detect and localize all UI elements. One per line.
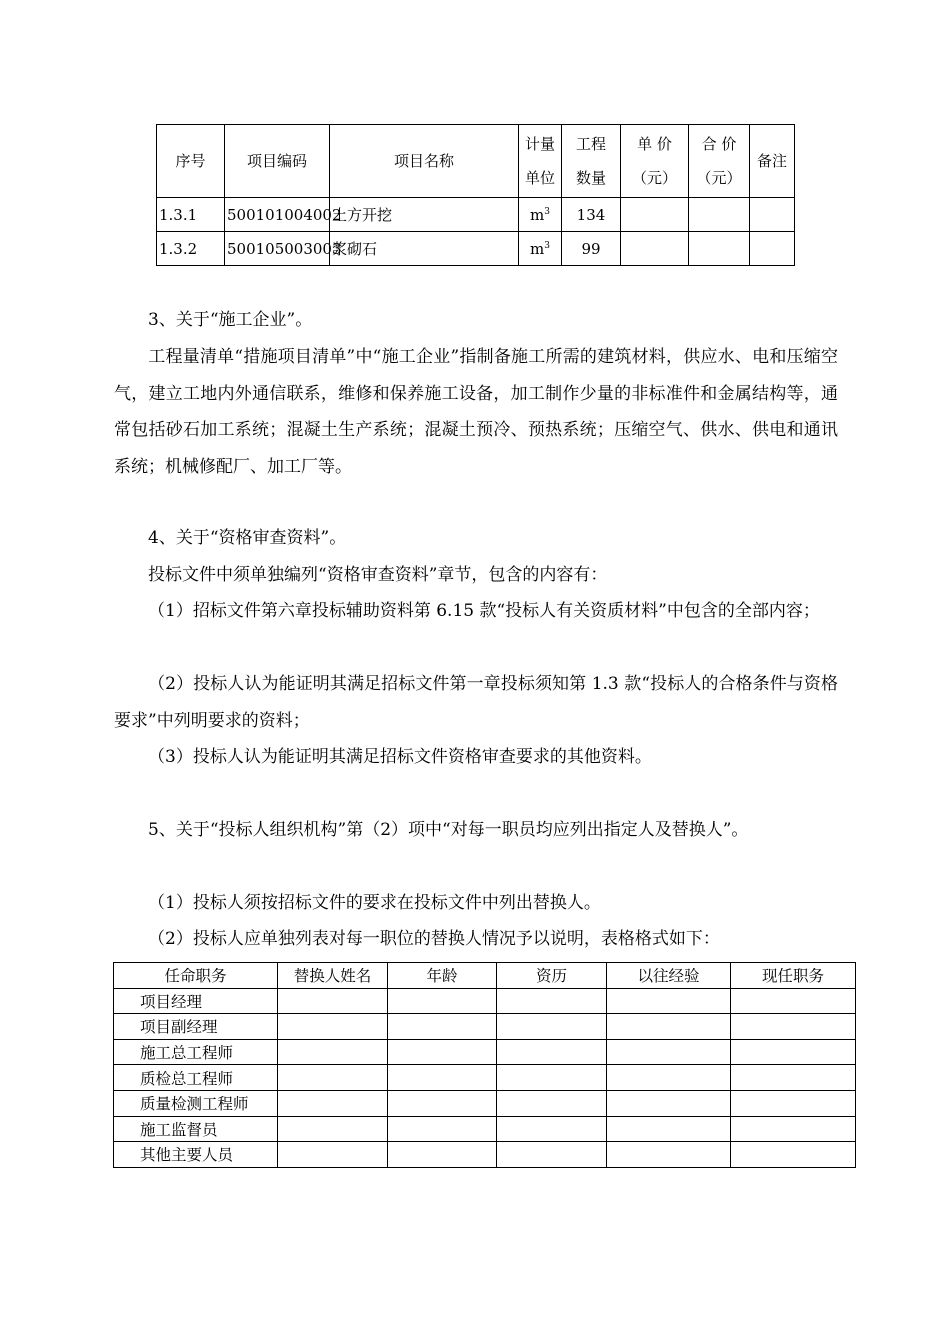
table-row bbox=[114, 1014, 856, 1040]
section4-intro bbox=[114, 557, 838, 594]
cell-code: 500105003003 bbox=[225, 232, 330, 266]
cell-total bbox=[689, 198, 750, 232]
replacement-personnel-table bbox=[113, 962, 856, 1168]
section5-heading bbox=[114, 812, 838, 849]
section3-body bbox=[114, 339, 838, 485]
section4-heading-text: 4、关于“资格审查资料”。 bbox=[148, 528, 347, 548]
qualification-cell bbox=[497, 1039, 607, 1065]
experience-cell bbox=[607, 1116, 731, 1142]
cell-price bbox=[621, 232, 689, 266]
header-total-line1: 合 价 bbox=[701, 135, 737, 153]
current-position-cell bbox=[731, 1090, 856, 1116]
table-row bbox=[114, 1065, 856, 1091]
cell-note bbox=[750, 232, 795, 266]
table-row bbox=[114, 1039, 856, 1065]
age-cell bbox=[388, 1039, 497, 1065]
header-qualification: 资历 bbox=[497, 963, 607, 989]
header-price bbox=[621, 125, 689, 198]
experience-cell bbox=[607, 1014, 731, 1040]
name-cell bbox=[278, 1065, 388, 1091]
cell-qty: 134 bbox=[562, 198, 621, 232]
section5-item-1-text: （1）投标人须按招标文件的要求在投标文件中列出替换人。 bbox=[148, 893, 601, 913]
current-position-cell bbox=[731, 1039, 856, 1065]
experience-cell bbox=[607, 1142, 731, 1168]
header-price-line1: 单 价 bbox=[637, 135, 672, 153]
experience-cell bbox=[607, 1039, 731, 1065]
header-price-line2: （元） bbox=[631, 169, 677, 187]
header-note: 备注 bbox=[750, 125, 795, 198]
current-position-cell bbox=[731, 1142, 856, 1168]
header-qty bbox=[562, 125, 621, 198]
position-cell: 施工监督员 bbox=[114, 1116, 278, 1142]
table-row bbox=[157, 232, 795, 266]
quantities-table bbox=[156, 124, 795, 266]
age-cell bbox=[388, 988, 497, 1014]
qualification-cell bbox=[497, 1142, 607, 1168]
section4-heading bbox=[114, 520, 838, 557]
section5-item-2-text: （2）投标人应单独列表对每一职位的替换人情况予以说明，表格格式如下： bbox=[148, 929, 720, 949]
section4-item-2-text: （2）投标人认为能证明其满足招标文件第一章投标须知第 1.3 款“投标人的合格条件与资格要求”中列明要求的资料； bbox=[114, 674, 838, 731]
cell-unit bbox=[519, 198, 562, 232]
name-cell bbox=[278, 1014, 388, 1040]
age-cell bbox=[388, 1090, 497, 1116]
qualification-cell bbox=[497, 1014, 607, 1040]
name-cell bbox=[278, 1039, 388, 1065]
age-cell bbox=[388, 1116, 497, 1142]
header-code: 项目编码 bbox=[225, 125, 330, 198]
cell-name: 浆砌石 bbox=[330, 232, 519, 266]
section4-item-3 bbox=[114, 739, 838, 776]
section3-body-text: 工程量清单“措施项目清单”中“施工企业”指制备施工所需的建筑材料，供应水、电和压缩空气，建立工地内外通信联系，维修和保养施工设备，加工制作少量的非标准件和金属结构等，通常包括砂石加工系统；混凝土生产系统；混凝土预冷、预热系统；压缩空气、供水、供电和通讯系统；机械修配厂、加工厂等。 bbox=[114, 347, 838, 477]
cell-qty: 99 bbox=[562, 232, 621, 266]
position-cell: 施工总工程师 bbox=[114, 1039, 278, 1065]
position-cell: 质检总工程师 bbox=[114, 1065, 278, 1091]
header-unit bbox=[519, 125, 562, 198]
quantities-table-header bbox=[157, 125, 795, 198]
cell-price bbox=[621, 198, 689, 232]
unit-text: m bbox=[530, 239, 545, 258]
header-position: 任命职务 bbox=[114, 963, 278, 989]
section4-item-3-text: （3）投标人认为能证明其满足招标文件资格审查要求的其他资料。 bbox=[148, 747, 652, 767]
header-qty-line2: 数量 bbox=[575, 169, 606, 187]
section5-item-2 bbox=[114, 921, 838, 958]
cell-name: 土方开挖 bbox=[330, 198, 519, 232]
current-position-cell bbox=[731, 988, 856, 1014]
experience-cell bbox=[607, 1090, 731, 1116]
section5-item-1 bbox=[114, 885, 838, 922]
qualification-cell bbox=[497, 1090, 607, 1116]
header-unit-line1: 计量 bbox=[524, 135, 555, 153]
unit-sup: 3 bbox=[544, 240, 550, 251]
header-seq: 序号 bbox=[157, 125, 225, 198]
header-unit-line2: 单位 bbox=[524, 169, 555, 187]
cell-seq: 1.3.2 bbox=[157, 232, 225, 266]
name-cell bbox=[278, 1142, 388, 1168]
header-current-position: 现任职务 bbox=[731, 963, 856, 989]
qualification-cell bbox=[497, 1116, 607, 1142]
age-cell bbox=[388, 1014, 497, 1040]
position-cell: 项目副经理 bbox=[114, 1014, 278, 1040]
header-total bbox=[689, 125, 750, 198]
name-cell bbox=[278, 1116, 388, 1142]
table-row bbox=[114, 1090, 856, 1116]
current-position-cell bbox=[731, 1065, 856, 1091]
section4-item-1-text: （1）招标文件第六章投标辅助资料第 6.15 款“投标人有关资质材料”中包含的全部内容； bbox=[148, 601, 820, 621]
header-age: 年龄 bbox=[388, 963, 497, 989]
section3-heading-text: 3、关于“施工企业”。 bbox=[148, 310, 313, 330]
position-cell: 质量检测工程师 bbox=[114, 1090, 278, 1116]
section3-heading bbox=[114, 302, 838, 339]
position-cell: 项目经理 bbox=[114, 988, 278, 1014]
current-position-cell bbox=[731, 1014, 856, 1040]
replacement-table-header bbox=[114, 963, 856, 989]
cell-seq: 1.3.1 bbox=[157, 198, 225, 232]
qualification-cell bbox=[497, 1065, 607, 1091]
unit-sup: 3 bbox=[544, 206, 550, 217]
unit-text: m bbox=[530, 205, 545, 224]
cell-total bbox=[689, 232, 750, 266]
section4-item-1 bbox=[114, 593, 838, 630]
name-cell bbox=[278, 988, 388, 1014]
header-replacement-name: 替换人姓名 bbox=[278, 963, 388, 989]
age-cell bbox=[388, 1065, 497, 1091]
experience-cell bbox=[607, 988, 731, 1014]
table-row bbox=[114, 1142, 856, 1168]
section5-heading-text: 5、关于“投标人组织机构”第（2）项中“对每一职员均应列出指定人及替换人”。 bbox=[148, 820, 749, 840]
section4-intro-text: 投标文件中须单独编列“资格审查资料”章节，包含的内容有： bbox=[148, 565, 608, 585]
cell-unit bbox=[519, 232, 562, 266]
age-cell bbox=[388, 1142, 497, 1168]
table-row bbox=[157, 198, 795, 232]
experience-cell bbox=[607, 1065, 731, 1091]
position-cell: 其他主要人员 bbox=[114, 1142, 278, 1168]
cell-note bbox=[750, 198, 795, 232]
header-qty-line1: 工程 bbox=[575, 135, 606, 153]
section4-item-2 bbox=[114, 666, 838, 739]
header-total-line2: （元） bbox=[696, 169, 742, 187]
table-row bbox=[114, 988, 856, 1014]
table-row bbox=[114, 1116, 856, 1142]
header-past-experience: 以往经验 bbox=[607, 963, 731, 989]
header-name: 项目名称 bbox=[330, 125, 519, 198]
name-cell bbox=[278, 1090, 388, 1116]
qualification-cell bbox=[497, 988, 607, 1014]
current-position-cell bbox=[731, 1116, 856, 1142]
cell-code: 500101004002 bbox=[225, 198, 330, 232]
